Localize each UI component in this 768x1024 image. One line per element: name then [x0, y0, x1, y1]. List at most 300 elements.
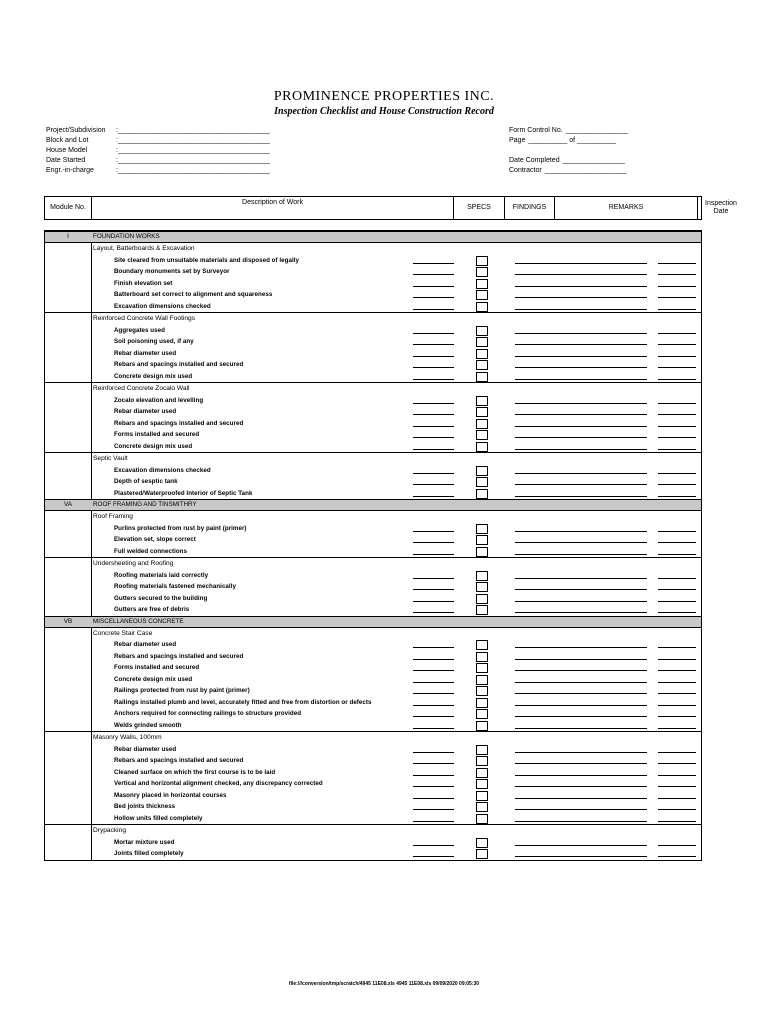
findings-checkbox[interactable] [476, 838, 488, 848]
checklist-item [45, 848, 701, 860]
findings-checkbox[interactable] [476, 745, 488, 755]
col-remarks: REMARKS [554, 197, 697, 219]
checklist-item [45, 720, 701, 732]
remarks-blank[interactable] [515, 705, 647, 706]
remarks-blank[interactable] [515, 554, 647, 555]
checklist-item [45, 278, 701, 290]
specs-blank[interactable] [413, 693, 454, 694]
checklist-item [45, 406, 701, 418]
remarks-blank[interactable] [515, 333, 647, 334]
findings-checkbox[interactable] [476, 605, 488, 615]
checklist-item [45, 546, 701, 558]
findings-checkbox[interactable] [476, 290, 488, 300]
checklist-item [45, 639, 701, 651]
field-label: Contractor [509, 167, 542, 174]
specs-blank[interactable] [413, 449, 454, 450]
inspection-date-blank[interactable] [658, 344, 696, 345]
checklist-item [45, 289, 701, 301]
specs-blank[interactable] [413, 728, 454, 729]
section-number: VA [64, 501, 72, 508]
inspection-date-blank[interactable] [658, 297, 696, 298]
info-field [46, 166, 270, 176]
inspection-date-blank[interactable] [658, 763, 696, 764]
inspection-date-blank[interactable] [658, 542, 696, 543]
remarks-blank[interactable] [515, 274, 647, 275]
remarks-blank[interactable] [515, 344, 647, 345]
inspection-date-blank[interactable] [658, 601, 696, 602]
remarks-blank[interactable] [515, 809, 647, 810]
inspection-date-blank[interactable] [658, 356, 696, 357]
specs-blank[interactable] [413, 763, 454, 764]
group-row [45, 628, 701, 640]
file-path-footer: file:///conversion/tmp/scratch/4945 11E08.xls 4945 11E08.xls 09/09/2020 09:05:30 [288, 981, 480, 987]
specs-blank[interactable] [413, 542, 454, 543]
inspection-date-blank[interactable] [658, 414, 696, 415]
info-field [46, 156, 270, 166]
findings-checkbox[interactable] [476, 419, 488, 429]
checklist-item [45, 534, 701, 546]
findings-checkbox[interactable] [476, 430, 488, 440]
findings-checkbox[interactable] [476, 802, 488, 812]
info-field [509, 126, 628, 136]
remarks-blank[interactable] [515, 297, 647, 298]
item-description: Soil poisoning used, if any [114, 338, 194, 345]
item-description: Rebar diameter used [114, 745, 177, 753]
inspection-date-blank[interactable] [658, 484, 696, 485]
field-label: Form Control No. [509, 127, 563, 134]
specs-blank[interactable] [413, 821, 454, 822]
findings-checkbox[interactable] [476, 640, 488, 650]
group-row [45, 312, 701, 325]
field-label: Project/Subdivision [46, 127, 106, 134]
item-description: Masonry placed in horizontal courses [114, 791, 227, 799]
inspection-date-blank[interactable] [658, 578, 696, 579]
findings-checkbox[interactable] [476, 547, 488, 557]
inspection-date-blank[interactable] [658, 309, 696, 310]
item-description: Rebar diameter used [114, 641, 177, 648]
inspection-date-blank[interactable] [658, 693, 696, 694]
remarks-blank[interactable] [515, 716, 647, 717]
group-row [45, 452, 701, 465]
item-description: Mortar mixture used [114, 838, 175, 846]
specs-blank[interactable] [413, 531, 454, 532]
findings-checkbox[interactable] [476, 849, 488, 859]
remarks-blank[interactable] [515, 798, 647, 799]
checklist-item [45, 325, 701, 337]
inspection-date-blank[interactable] [658, 659, 696, 660]
specs-blank[interactable] [413, 809, 454, 810]
checklist-item [45, 418, 701, 430]
specs-blank[interactable] [413, 379, 454, 380]
specs-blank[interactable] [413, 274, 454, 275]
specs-blank[interactable] [413, 333, 454, 334]
info-field [509, 136, 628, 146]
findings-checkbox[interactable] [476, 675, 488, 685]
specs-blank[interactable] [413, 344, 454, 345]
findings-checkbox[interactable] [476, 594, 488, 604]
remarks-blank[interactable] [515, 589, 647, 590]
checklist-item [45, 581, 701, 593]
group-row [45, 511, 701, 523]
inspection-date-blank[interactable] [658, 752, 696, 753]
group-row [45, 557, 701, 570]
remarks-blank[interactable] [515, 763, 647, 764]
inspection-date-blank[interactable] [658, 809, 696, 810]
item-description: Cleaned surface on which the first course is to be laid [114, 768, 276, 776]
findings-checkbox[interactable] [476, 791, 488, 801]
field-blank[interactable]: ________________ [565, 127, 628, 134]
inspection-date-blank[interactable] [658, 856, 696, 857]
findings-checkbox[interactable] [476, 302, 488, 312]
checklist-item [45, 593, 701, 605]
remarks-blank[interactable] [515, 682, 647, 683]
remarks-blank[interactable] [515, 659, 647, 660]
findings-checkbox[interactable] [476, 652, 488, 662]
remarks-blank[interactable] [515, 426, 647, 427]
findings-checkbox[interactable] [476, 337, 488, 347]
group-title: Septic Vault [93, 455, 128, 462]
findings-checkbox[interactable] [476, 524, 488, 534]
remarks-blank[interactable] [515, 286, 647, 287]
item-description: Gutters secured to the building [114, 594, 208, 602]
form-title: Inspection Checklist and House Construction Record [274, 106, 494, 117]
findings-checkbox[interactable] [476, 466, 488, 476]
specs-blank[interactable] [413, 437, 454, 438]
inspection-date-blank[interactable] [658, 274, 696, 275]
inspection-date-blank[interactable] [658, 716, 696, 717]
checklist-item [45, 708, 701, 720]
section-number: I [67, 233, 69, 240]
col-description: Description of Work [91, 197, 453, 219]
item-description: Rebars and spacings installed and secured [114, 419, 244, 427]
specs-blank[interactable] [413, 578, 454, 579]
specs-blank[interactable] [413, 775, 454, 776]
findings-checkbox[interactable] [476, 267, 488, 277]
checklist-item [45, 801, 701, 813]
checklist-item [45, 570, 701, 582]
checklist-item [45, 651, 701, 663]
item-description: Rebars and spacings installed and secured [114, 757, 244, 764]
specs-blank[interactable] [413, 798, 454, 799]
findings-checkbox[interactable] [476, 442, 488, 452]
specs-blank[interactable] [413, 426, 454, 427]
remarks-blank[interactable] [515, 437, 647, 438]
remarks-blank[interactable] [515, 379, 647, 380]
field-blank[interactable]: :_______________________________________ [116, 167, 270, 174]
inspection-date-blank[interactable] [658, 333, 696, 334]
checklist-item [45, 604, 701, 616]
findings-checkbox[interactable] [476, 721, 488, 731]
field-label: Date Started [46, 157, 86, 164]
item-description: Forms installed and secured [114, 664, 200, 671]
group-title: Layout, Batterboards & Excavation [93, 245, 195, 252]
item-description: Railings protected from rust by paint (primer) [114, 687, 250, 694]
group-title: Reinforced Concrete Wall Footings [93, 315, 196, 322]
inspection-date-blank[interactable] [658, 531, 696, 532]
remarks-blank[interactable] [515, 496, 647, 497]
checklist-item [45, 685, 701, 697]
remarks-blank[interactable] [515, 414, 647, 415]
item-description: Railings installed plumb and level, accurately fitted and free from distortion or defects [114, 698, 372, 706]
field-blank[interactable]: :_______________________________________ [116, 137, 270, 144]
findings-checkbox[interactable] [476, 372, 488, 382]
group-row [45, 243, 701, 255]
inspection-date-blank[interactable] [658, 437, 696, 438]
specs-blank[interactable] [413, 356, 454, 357]
item-description: Hollow units filled completely [114, 814, 203, 822]
specs-blank[interactable] [413, 589, 454, 590]
findings-checkbox[interactable] [476, 489, 488, 499]
checklist-item [45, 837, 701, 849]
checklist-item [45, 744, 701, 756]
group-title: Undersheeting and Roofing [93, 560, 174, 567]
findings-checkbox[interactable] [476, 571, 488, 581]
item-description: Depth of sesptic tank [114, 478, 178, 485]
inspection-date-blank[interactable] [658, 821, 696, 822]
inspection-date-blank[interactable] [658, 845, 696, 846]
form-info-fields [509, 126, 628, 176]
item-description: Forms installed and secured [114, 431, 200, 438]
remarks-blank[interactable] [515, 578, 647, 579]
item-description: Joints filled completely [114, 850, 184, 857]
findings-checkbox[interactable] [476, 477, 488, 487]
checklist-item [45, 266, 701, 278]
field-label: House Model [46, 147, 88, 154]
info-field [46, 146, 270, 156]
findings-checkbox[interactable] [476, 756, 488, 766]
item-description: Rebars and spacings installed and secured [114, 361, 244, 368]
inspection-date-blank[interactable] [658, 705, 696, 706]
findings-checkbox[interactable] [476, 768, 488, 778]
inspection-date-blank[interactable] [658, 286, 696, 287]
specs-blank[interactable] [413, 786, 454, 787]
col-findings: FINDINGS [504, 197, 554, 219]
specs-blank[interactable] [413, 856, 454, 857]
inspection-date-blank[interactable] [658, 426, 696, 427]
remarks-blank[interactable] [515, 367, 647, 368]
specs-blank[interactable] [413, 682, 454, 683]
section-row [45, 499, 701, 511]
remarks-blank[interactable] [515, 821, 647, 822]
inspection-date-blank[interactable] [658, 589, 696, 590]
inspection-date-blank[interactable] [658, 647, 696, 648]
checklist-item [45, 429, 701, 441]
findings-checkbox[interactable] [476, 407, 488, 417]
inspection-date-blank[interactable] [658, 496, 696, 497]
specs-blank[interactable] [413, 670, 454, 671]
inspection-date-blank[interactable] [658, 682, 696, 683]
specs-blank[interactable] [413, 484, 454, 485]
checklist-item [45, 813, 701, 825]
checklist-item [45, 336, 701, 348]
field-blank[interactable]: __________ of __________ [528, 137, 616, 144]
group-title: Reinforced Concrete Zocalo Wall [93, 385, 190, 392]
field-label: Date Completed [509, 157, 560, 164]
findings-checkbox[interactable] [476, 779, 488, 789]
findings-checkbox[interactable] [476, 582, 488, 592]
info-field [509, 166, 628, 176]
findings-checkbox[interactable] [476, 396, 488, 406]
remarks-blank[interactable] [515, 670, 647, 671]
remarks-blank[interactable] [515, 531, 647, 532]
section-number: VB [63, 617, 73, 625]
group-row [45, 731, 701, 744]
checklist-item [45, 697, 701, 709]
item-description: Excavation dimensions checked [114, 466, 211, 474]
item-description: Aggregates used [114, 326, 165, 334]
checklist-item [45, 371, 701, 383]
field-blank[interactable]: _____________________ [544, 167, 627, 174]
checklist-item [45, 301, 701, 313]
remarks-blank[interactable] [515, 601, 647, 602]
inspection-date-blank[interactable] [658, 775, 696, 776]
specs-blank[interactable] [413, 612, 454, 613]
inspection-date-blank[interactable] [658, 670, 696, 671]
remarks-blank[interactable] [515, 449, 647, 450]
remarks-blank[interactable] [515, 403, 647, 404]
item-description: Anchors required for connecting railings to structure provided [114, 710, 302, 717]
specs-blank[interactable] [413, 403, 454, 404]
inspection-date-blank[interactable] [658, 473, 696, 474]
specs-blank[interactable] [413, 473, 454, 474]
group-title: Roof Framing [93, 513, 133, 520]
findings-checkbox[interactable] [476, 349, 488, 359]
info-field [509, 146, 628, 156]
item-description: Purlins protected from rust by paint (primer) [114, 524, 247, 532]
col-inspection-date: Inspection Date [705, 200, 737, 215]
section-title: FOUNDATION WORKS [93, 233, 160, 240]
section-row [45, 616, 701, 628]
item-description: Rebars and spacings installed and secured [114, 652, 244, 660]
company-name: PROMINENCE PROPERTIES INC. [273, 89, 495, 104]
findings-checkbox[interactable] [476, 256, 488, 266]
specs-blank[interactable] [413, 286, 454, 287]
table-header [44, 196, 737, 220]
findings-checkbox[interactable] [476, 360, 488, 370]
specs-blank[interactable] [413, 659, 454, 660]
inspection-date-blank[interactable] [658, 263, 696, 264]
checklist-item [45, 755, 701, 767]
item-description: Welds grinded smooth [114, 721, 182, 729]
item-description: Excavation dimensions checked [114, 302, 211, 310]
item-description: Elevation set, slope correct [114, 536, 196, 543]
inspection-date-blank[interactable] [658, 798, 696, 799]
remarks-blank[interactable] [515, 484, 647, 485]
specs-blank[interactable] [413, 601, 454, 602]
section-title: ROOF FRAMING AND TINSMITHRY [93, 501, 197, 508]
remarks-blank[interactable] [515, 845, 647, 846]
field-label: Engr.-in-charge [46, 167, 94, 174]
specs-blank[interactable] [413, 367, 454, 368]
remarks-blank[interactable] [515, 856, 647, 857]
findings-checkbox[interactable] [476, 814, 488, 824]
field-blank[interactable]: :_______________________________________ [116, 127, 270, 134]
remarks-blank[interactable] [515, 309, 647, 310]
specs-blank[interactable] [413, 845, 454, 846]
field-blank[interactable]: :_______________________________________ [116, 147, 270, 154]
info-field [46, 136, 270, 146]
inspection-date-blank[interactable] [658, 379, 696, 380]
findings-checkbox[interactable] [476, 698, 488, 708]
remarks-blank[interactable] [515, 752, 647, 753]
inspection-date-blank[interactable] [658, 612, 696, 613]
inspection-date-blank[interactable] [658, 728, 696, 729]
item-description: Full welded connections [114, 547, 188, 555]
group-title: Masonry Walls, 100mm [93, 734, 162, 741]
item-description: Roofing materials fastened mechanically [114, 583, 236, 590]
field-blank[interactable]: ________________ [562, 157, 625, 164]
remarks-blank[interactable] [515, 263, 647, 264]
specs-blank[interactable] [413, 309, 454, 310]
item-description: Plastered/Waterproofed Interior of Septic Tank [114, 489, 253, 497]
remarks-blank[interactable] [515, 612, 647, 613]
inspection-date-blank[interactable] [658, 403, 696, 404]
remarks-blank[interactable] [515, 542, 647, 543]
inspection-date-blank[interactable] [658, 554, 696, 555]
col-specs: SPECS [453, 197, 504, 219]
checklist-item [45, 465, 701, 477]
specs-blank[interactable] [413, 414, 454, 415]
item-description: Roofing materials laid correctly [114, 571, 209, 579]
findings-checkbox[interactable] [476, 663, 488, 673]
inspection-date-blank[interactable] [658, 449, 696, 450]
item-description: Zocalo elevation and levelling [114, 396, 204, 404]
findings-checkbox[interactable] [476, 535, 488, 545]
group-title: Concrete Stair Case [93, 629, 153, 637]
remarks-blank[interactable] [515, 473, 647, 474]
specs-blank[interactable] [413, 554, 454, 555]
specs-blank[interactable] [413, 752, 454, 753]
item-description: Concrete design mix used [114, 675, 193, 683]
findings-checkbox[interactable] [476, 326, 488, 336]
findings-checkbox[interactable] [476, 686, 488, 696]
checklist-item [45, 674, 701, 686]
field-blank[interactable]: :_______________________________________ [116, 157, 270, 164]
section-row [45, 231, 701, 243]
findings-checkbox[interactable] [476, 279, 488, 289]
item-description: Concrete design mix used [114, 372, 193, 380]
findings-checkbox[interactable] [476, 709, 488, 719]
item-description: Batterboard set correct to alignment and squareness [114, 291, 273, 298]
checklist-item [45, 359, 701, 371]
specs-blank[interactable] [413, 496, 454, 497]
remarks-blank[interactable] [515, 356, 647, 357]
checklist-item [45, 662, 701, 674]
remarks-blank[interactable] [515, 786, 647, 787]
item-description: Rebar diameter used [114, 408, 177, 415]
col-module: Module No. [50, 204, 86, 211]
item-description: Vertical and horizontal alignment checked, any discrepancy corrected [114, 780, 323, 787]
specs-blank[interactable] [413, 647, 454, 648]
group-row [45, 824, 701, 837]
remarks-blank[interactable] [515, 693, 647, 694]
specs-blank[interactable] [413, 705, 454, 706]
specs-blank[interactable] [413, 263, 454, 264]
group-row [45, 382, 701, 395]
remarks-blank[interactable] [515, 647, 647, 648]
project-info-fields [46, 126, 270, 176]
inspection-date-blank[interactable] [658, 786, 696, 787]
field-label: Page [509, 137, 526, 144]
specs-blank[interactable] [413, 716, 454, 717]
specs-blank[interactable] [413, 297, 454, 298]
remarks-blank[interactable] [515, 775, 647, 776]
item-description: Site cleared from unsuitable materials and disposed of legally [114, 256, 299, 264]
remarks-blank[interactable] [515, 728, 647, 729]
checklist-table [44, 230, 702, 861]
item-description: Bed joints thickness [114, 803, 176, 810]
inspection-date-blank[interactable] [658, 367, 696, 368]
